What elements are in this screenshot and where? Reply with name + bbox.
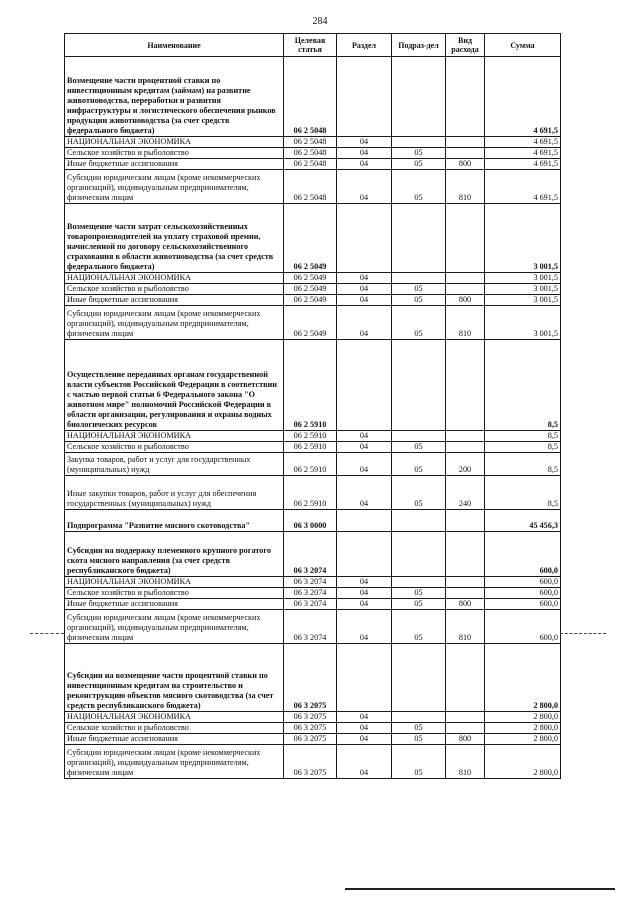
subsection-cell: 05 xyxy=(392,734,446,745)
table-row xyxy=(65,284,561,295)
section-cell xyxy=(337,510,392,532)
expense-cell xyxy=(446,431,485,442)
section-cell xyxy=(337,532,392,577)
target-cell: 06 2 5049 xyxy=(284,295,337,306)
section-cell: 04 xyxy=(337,442,392,453)
name-cell: Субсидии на поддержку племенного крупного рогатого скота мясного направления (за счет средств республиканского бюджета) xyxy=(65,532,284,577)
subsection-cell xyxy=(392,431,446,442)
sum-cell: 8,5 xyxy=(485,453,561,476)
expense-cell xyxy=(446,442,485,453)
target-cell: 06 2 5049 xyxy=(284,204,337,273)
sum-cell: 8,5 xyxy=(485,340,561,431)
target-cell: 06 3 2074 xyxy=(284,599,337,610)
subsection-cell: 05 xyxy=(392,610,446,644)
budget-table xyxy=(64,33,561,779)
sum-cell: 4 691,5 xyxy=(485,159,561,170)
expense-cell xyxy=(446,284,485,295)
sum-cell: 4 691,5 xyxy=(485,57,561,137)
sum-cell: 2 800,0 xyxy=(485,723,561,734)
table-row xyxy=(65,723,561,734)
sum-cell: 3 001,5 xyxy=(485,306,561,340)
name-cell: Сельское хозяйство и рыболовство xyxy=(65,723,284,734)
target-cell: 06 2 5048 xyxy=(284,57,337,137)
table-row xyxy=(65,588,561,599)
section-cell xyxy=(337,204,392,273)
sum-cell: 4 691,5 xyxy=(485,148,561,159)
subsection-cell: 05 xyxy=(392,745,446,779)
name-cell: Иные бюджетные ассигнования xyxy=(65,159,284,170)
table-row xyxy=(65,306,561,340)
table-row xyxy=(65,745,561,779)
expense-cell xyxy=(446,712,485,723)
section-cell: 04 xyxy=(337,712,392,723)
subsection-cell xyxy=(392,577,446,588)
name-cell: Иные бюджетные ассигнования xyxy=(65,599,284,610)
target-cell: 06 2 5910 xyxy=(284,442,337,453)
table-row xyxy=(65,532,561,577)
expense-cell: 810 xyxy=(446,306,485,340)
subsection-cell: 05 xyxy=(392,170,446,204)
target-cell: 06 2 5910 xyxy=(284,431,337,442)
subsection-cell: 05 xyxy=(392,599,446,610)
header-section: Раздел xyxy=(337,34,392,57)
section-cell: 04 xyxy=(337,170,392,204)
sum-cell: 3 001,5 xyxy=(485,284,561,295)
target-cell: 06 3 2074 xyxy=(284,610,337,644)
expense-cell xyxy=(446,137,485,148)
section-cell: 04 xyxy=(337,734,392,745)
section-cell: 04 xyxy=(337,453,392,476)
expense-cell xyxy=(446,577,485,588)
name-cell: НАЦИОНАЛЬНАЯ ЭКОНОМИКА xyxy=(65,577,284,588)
subsection-cell: 05 xyxy=(392,306,446,340)
subsection-cell xyxy=(392,57,446,137)
table-row xyxy=(65,295,561,306)
sum-cell: 8,5 xyxy=(485,431,561,442)
header-expense: Вид расхода xyxy=(446,34,485,57)
expense-cell: 800 xyxy=(446,159,485,170)
name-cell: Иные бюджетные ассигнования xyxy=(65,734,284,745)
target-cell: 06 3 0000 xyxy=(284,510,337,532)
section-cell xyxy=(337,644,392,712)
subsection-cell: 05 xyxy=(392,284,446,295)
subsection-cell: 05 xyxy=(392,453,446,476)
table-row xyxy=(65,431,561,442)
expense-cell xyxy=(446,57,485,137)
subsection-cell: 05 xyxy=(392,159,446,170)
table-row xyxy=(65,340,561,431)
scan-artifact-dash-left xyxy=(30,633,64,634)
expense-cell: 800 xyxy=(446,295,485,306)
header-sum: Сумма xyxy=(485,34,561,57)
table-row xyxy=(65,170,561,204)
table-header-row xyxy=(65,34,561,57)
expense-cell xyxy=(446,532,485,577)
subsection-cell: 05 xyxy=(392,295,446,306)
sum-cell: 3 001,5 xyxy=(485,273,561,284)
section-cell: 04 xyxy=(337,306,392,340)
sum-cell: 600,0 xyxy=(485,599,561,610)
sum-cell: 600,0 xyxy=(485,532,561,577)
subsection-cell xyxy=(392,532,446,577)
target-cell: 06 2 5910 xyxy=(284,476,337,510)
section-cell: 04 xyxy=(337,295,392,306)
name-cell: Возмещение части затрат сельскохозяйственных товаропроизводителей на уплату страховой премии, начисленной по договору сельскохозяйственного страхования в области животноводства (за счет средств федерального бюджета) xyxy=(65,204,284,273)
name-cell: Осуществление переданных органам государственной власти субъектов Российской Федерации в соответствии с частью первой статьи 6 Федерального закона "О животном мире" полномочий Российской Федерации в области организации, регулирования и охраны водных биологических ресурсов xyxy=(65,340,284,431)
page-number: 284 xyxy=(312,16,328,27)
sum-cell: 600,0 xyxy=(485,577,561,588)
expense-cell xyxy=(446,273,485,284)
section-cell: 04 xyxy=(337,577,392,588)
section-cell xyxy=(337,340,392,431)
subsection-cell: 05 xyxy=(392,588,446,599)
name-cell: Возмещение части процентной ставки по инвестиционным кредитам (займам) на развитие животноводства, переработки и развития инфраструктуры и логистического обеспечения рынков продукции животноводства (за счет средств федерального бюджета) xyxy=(65,57,284,137)
expense-cell: 200 xyxy=(446,453,485,476)
expense-cell: 240 xyxy=(446,476,485,510)
sum-cell: 600,0 xyxy=(485,610,561,644)
target-cell: 06 3 2075 xyxy=(284,723,337,734)
target-cell: 06 2 5910 xyxy=(284,340,337,431)
sum-cell: 8,5 xyxy=(485,476,561,510)
target-cell: 06 2 5048 xyxy=(284,159,337,170)
section-cell: 04 xyxy=(337,273,392,284)
section-cell: 04 xyxy=(337,137,392,148)
subsection-cell xyxy=(392,712,446,723)
sum-cell: 8,5 xyxy=(485,442,561,453)
section-cell: 04 xyxy=(337,431,392,442)
name-cell: Иные закупки товаров, работ и услуг для обеспечения государственных (муниципальных) нужд xyxy=(65,476,284,510)
sum-cell: 2 800,0 xyxy=(485,712,561,723)
section-cell: 04 xyxy=(337,148,392,159)
name-cell: Сельское хозяйство и рыболовство xyxy=(65,442,284,453)
table-row xyxy=(65,734,561,745)
name-cell: Субсидии юридическим лицам (кроме некоммерческих организаций), индивидуальным предпринимателям, физическим лицам xyxy=(65,610,284,644)
target-cell: 06 3 2074 xyxy=(284,532,337,577)
sum-cell: 45 456,3 xyxy=(485,510,561,532)
name-cell: Закупка товаров, работ и услуг для государственных (муниципальных) нужд xyxy=(65,453,284,476)
target-cell: 06 2 5049 xyxy=(284,306,337,340)
expense-cell xyxy=(446,204,485,273)
table-row xyxy=(65,57,561,137)
subsection-cell xyxy=(392,644,446,712)
expense-cell: 800 xyxy=(446,599,485,610)
target-cell: 06 3 2075 xyxy=(284,644,337,712)
name-cell: Субсидии на возмещение части процентной ставки по инвестиционным кредитам на строительство и реконструкцию объектов мясного скотоводства (за счет средств республиканского бюджета) xyxy=(65,644,284,712)
table-row xyxy=(65,453,561,476)
table-row xyxy=(65,442,561,453)
target-cell: 06 2 5048 xyxy=(284,137,337,148)
subsection-cell xyxy=(392,273,446,284)
table-row xyxy=(65,712,561,723)
section-cell: 04 xyxy=(337,745,392,779)
target-cell: 06 3 2074 xyxy=(284,588,337,599)
subsection-cell xyxy=(392,137,446,148)
section-cell: 04 xyxy=(337,284,392,295)
name-cell: Подпрограмма "Развитие мясного скотоводства" xyxy=(65,510,284,532)
sum-cell: 600,0 xyxy=(485,588,561,599)
sum-cell: 2 800,0 xyxy=(485,734,561,745)
expense-cell xyxy=(446,510,485,532)
name-cell: Субсидии юридическим лицам (кроме некоммерческих организаций), индивидуальным предпринимателям, физическим лицам xyxy=(65,745,284,779)
sum-cell: 4 691,5 xyxy=(485,170,561,204)
target-cell: 06 2 5048 xyxy=(284,148,337,159)
target-cell: 06 2 5049 xyxy=(284,273,337,284)
target-cell: 06 3 2075 xyxy=(284,745,337,779)
name-cell: Иные бюджетные ассигнования xyxy=(65,295,284,306)
expense-cell: 800 xyxy=(446,734,485,745)
target-cell: 06 3 2075 xyxy=(284,734,337,745)
sum-cell: 4 691,5 xyxy=(485,137,561,148)
subsection-cell: 05 xyxy=(392,442,446,453)
section-cell xyxy=(337,57,392,137)
expense-cell xyxy=(446,723,485,734)
sum-cell: 2 800,0 xyxy=(485,745,561,779)
expense-cell: 810 xyxy=(446,610,485,644)
footer-rule xyxy=(345,888,615,890)
section-cell: 04 xyxy=(337,610,392,644)
subsection-cell xyxy=(392,204,446,273)
table-row xyxy=(65,148,561,159)
name-cell: Субсидии юридическим лицам (кроме некоммерческих организаций), индивидуальным предпринимателям, физическим лицам xyxy=(65,170,284,204)
target-cell: 06 2 5910 xyxy=(284,453,337,476)
subsection-cell: 05 xyxy=(392,723,446,734)
target-cell: 06 3 2074 xyxy=(284,577,337,588)
name-cell: НАЦИОНАЛЬНАЯ ЭКОНОМИКА xyxy=(65,273,284,284)
subsection-cell: 05 xyxy=(392,148,446,159)
subsection-cell xyxy=(392,340,446,431)
name-cell: Сельское хозяйство и рыболовство xyxy=(65,284,284,295)
expense-cell xyxy=(446,340,485,431)
table-body xyxy=(65,57,561,779)
header-target: Целевая статья xyxy=(284,34,337,57)
table-row xyxy=(65,510,561,532)
header-subsection: Подраз-дел xyxy=(392,34,446,57)
table-row xyxy=(65,273,561,284)
section-cell: 04 xyxy=(337,588,392,599)
subsection-cell: 05 xyxy=(392,476,446,510)
target-cell: 06 2 5048 xyxy=(284,170,337,204)
header-name: Наименование xyxy=(65,34,284,57)
expense-cell xyxy=(446,588,485,599)
name-cell: Субсидии юридическим лицам (кроме некоммерческих организаций), индивидуальным предпринимателям, физическим лицам xyxy=(65,306,284,340)
table-row xyxy=(65,159,561,170)
sum-cell: 3 001,5 xyxy=(485,204,561,273)
sum-cell: 3 001,5 xyxy=(485,295,561,306)
name-cell: НАЦИОНАЛЬНАЯ ЭКОНОМИКА xyxy=(65,137,284,148)
name-cell: Сельское хозяйство и рыболовство xyxy=(65,148,284,159)
target-cell: 06 3 2075 xyxy=(284,712,337,723)
subsection-cell xyxy=(392,510,446,532)
name-cell: НАЦИОНАЛЬНАЯ ЭКОНОМИКА xyxy=(65,431,284,442)
sum-cell: 2 800,0 xyxy=(485,644,561,712)
table-row xyxy=(65,476,561,510)
section-cell: 04 xyxy=(337,476,392,510)
target-cell: 06 2 5049 xyxy=(284,284,337,295)
expense-cell: 810 xyxy=(446,745,485,779)
name-cell: Сельское хозяйство и рыболовство xyxy=(65,588,284,599)
table-row xyxy=(65,577,561,588)
table-row xyxy=(65,137,561,148)
name-cell: НАЦИОНАЛЬНАЯ ЭКОНОМИКА xyxy=(65,712,284,723)
section-cell: 04 xyxy=(337,723,392,734)
expense-cell: 810 xyxy=(446,170,485,204)
section-cell: 04 xyxy=(337,159,392,170)
expense-cell xyxy=(446,148,485,159)
table-row xyxy=(65,204,561,273)
table-row xyxy=(65,610,561,644)
table-row xyxy=(65,644,561,712)
scan-artifact-dash-right xyxy=(560,633,606,634)
table-row xyxy=(65,599,561,610)
expense-cell xyxy=(446,644,485,712)
section-cell: 04 xyxy=(337,599,392,610)
